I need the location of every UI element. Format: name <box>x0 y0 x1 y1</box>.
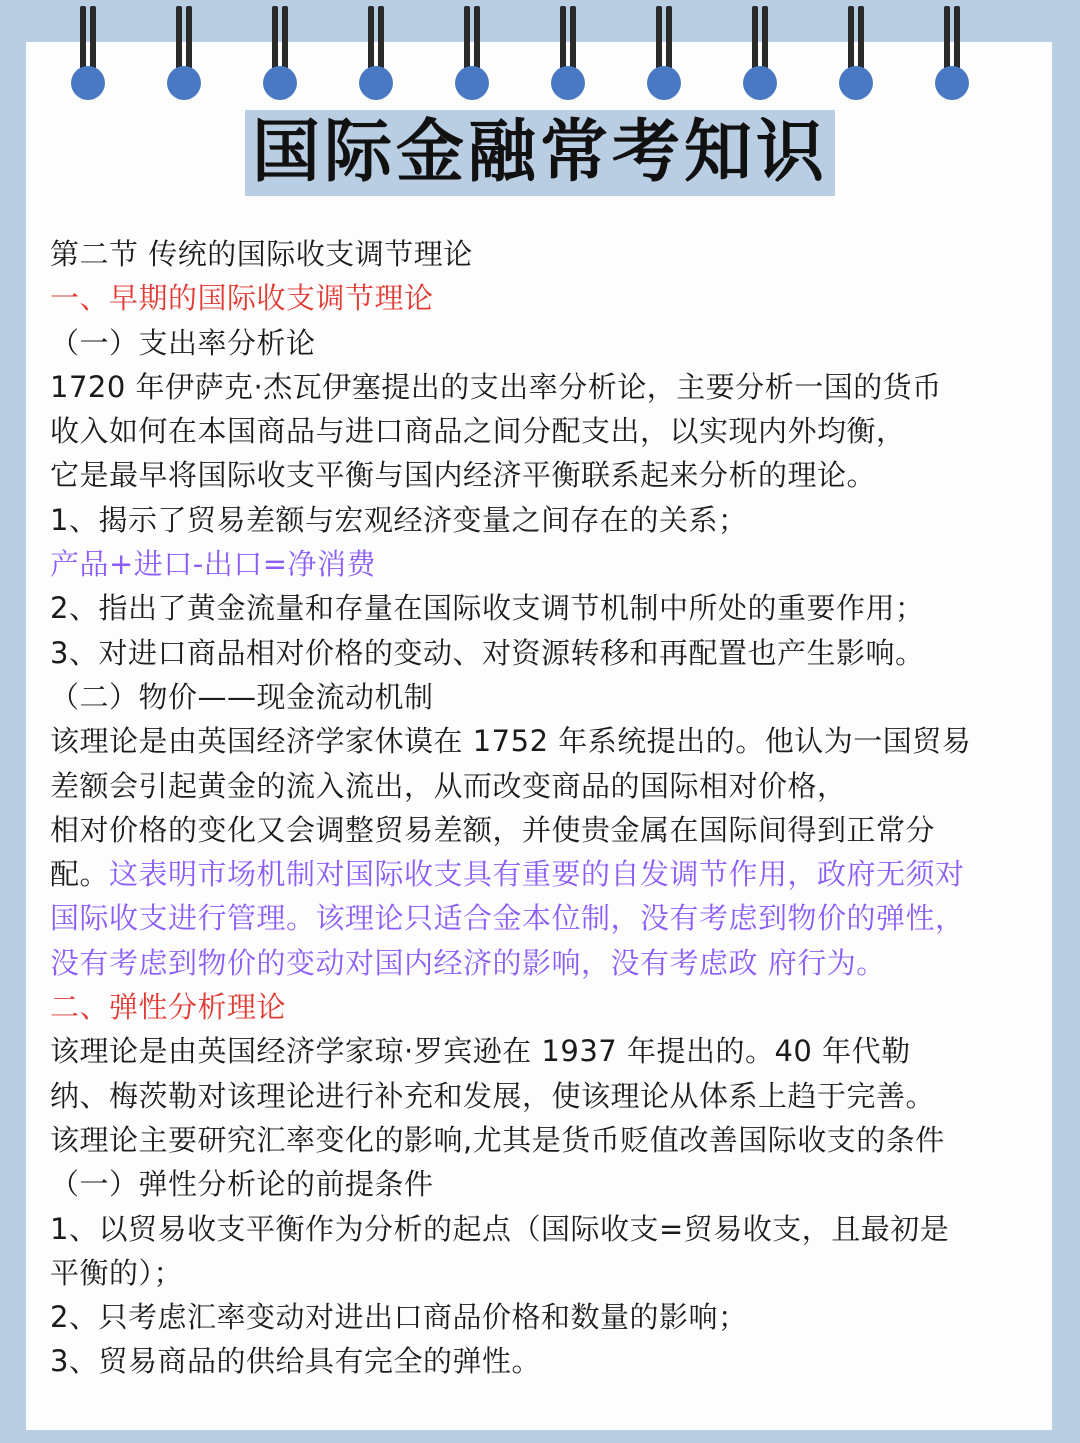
text-line: 该理论主要研究汇率变化的影响,尤其是货币贬值改善国际收支的条件 <box>50 1122 945 1157</box>
text-line: （一）支出率分析论 <box>50 325 316 360</box>
text-line: 没有考虑到物价的变动对国内经济的影响，没有考虑政 府行为。 <box>50 945 886 980</box>
binder-ring <box>260 6 300 102</box>
binder-ring <box>740 6 780 102</box>
text-line: （一）弹性分析论的前提条件 <box>50 1167 434 1202</box>
binder-ring <box>548 6 588 102</box>
text-line: （二）物价——现金流动机制 <box>50 679 434 714</box>
page-title: 国际金融常考知识 <box>251 113 828 192</box>
text-line <box>50 852 1035 896</box>
text-line: 3、贸易商品的供给具有完全的弹性。 <box>50 1344 541 1379</box>
text-line: 平衡的）； <box>50 1255 184 1290</box>
text-line: 1、揭示了贸易差额与宏观经济变量之间存在的关系； <box>50 502 748 537</box>
binder-ring <box>452 6 492 102</box>
section-heading: 二、弹性分析理论 <box>50 990 287 1025</box>
section-heading: 一、早期的国际收支调节理论 <box>50 281 434 316</box>
text-line: 差额会引起黄金的流入流出，从而改变商品的国际相对价格， <box>50 768 847 803</box>
text-line: 国际收支进行管理。该理论只适合金本位制，没有考虑到物价的弹性， <box>50 901 965 936</box>
text-line: 1、以贸易收支平衡作为分析的起点（国际收支=贸易收支，且最初是 <box>50 1211 950 1246</box>
text-segment: 配。 <box>50 857 110 892</box>
binder-ring <box>932 6 972 102</box>
text-line: 该理论是由英国经济学家琼·罗宾逊在 1937 年提出的。40 年代勒 <box>50 1034 911 1069</box>
text-line: 收入如何在本国商品与进口商品之间分配支出，以实现内外均衡， <box>50 414 906 449</box>
title-banner <box>245 110 835 196</box>
binder-ring <box>164 6 204 102</box>
binder-ring <box>356 6 396 102</box>
binder-ring <box>644 6 684 102</box>
text-line: 2、只考虑汇率变动对进出口商品价格和数量的影响； <box>50 1300 748 1335</box>
binder-ring <box>68 6 108 102</box>
text-line: 相对价格的变化又会调整贸易差额，并使贵金属在国际间得到正常分 <box>50 812 936 847</box>
document-body <box>50 232 1035 1384</box>
text-line: 第二节 传统的国际收支调节理论 <box>50 237 473 271</box>
text-line: 产品+进口-出口=净消费 <box>50 547 377 582</box>
text-line: 2、指出了黄金流量和存量在国际收支调节机制中所处的重要作用； <box>50 591 925 626</box>
text-line: 它是最早将国际收支平衡与国内经济平衡联系起来分析的理论。 <box>50 458 877 493</box>
text-line: 1720 年伊萨克·杰瓦伊塞提出的支出率分析论，主要分析一国的货币 <box>50 369 942 404</box>
highlight-text: 这表明市场机制对国际收支具有重要的自发调节作用，政府无须对 <box>109 857 965 892</box>
binder-ring <box>836 6 876 102</box>
text-line: 3、对进口商品相对价格的变动、对资源转移和再配置也产生影响。 <box>50 635 925 670</box>
text-line: 该理论是由英国经济学家休谟在 1752 年系统提出的。他认为一国贸易 <box>50 724 972 759</box>
text-line: 纳、梅茨勒对该理论进行补充和发展，使该理论从体系上趋于完善。 <box>50 1078 936 1113</box>
